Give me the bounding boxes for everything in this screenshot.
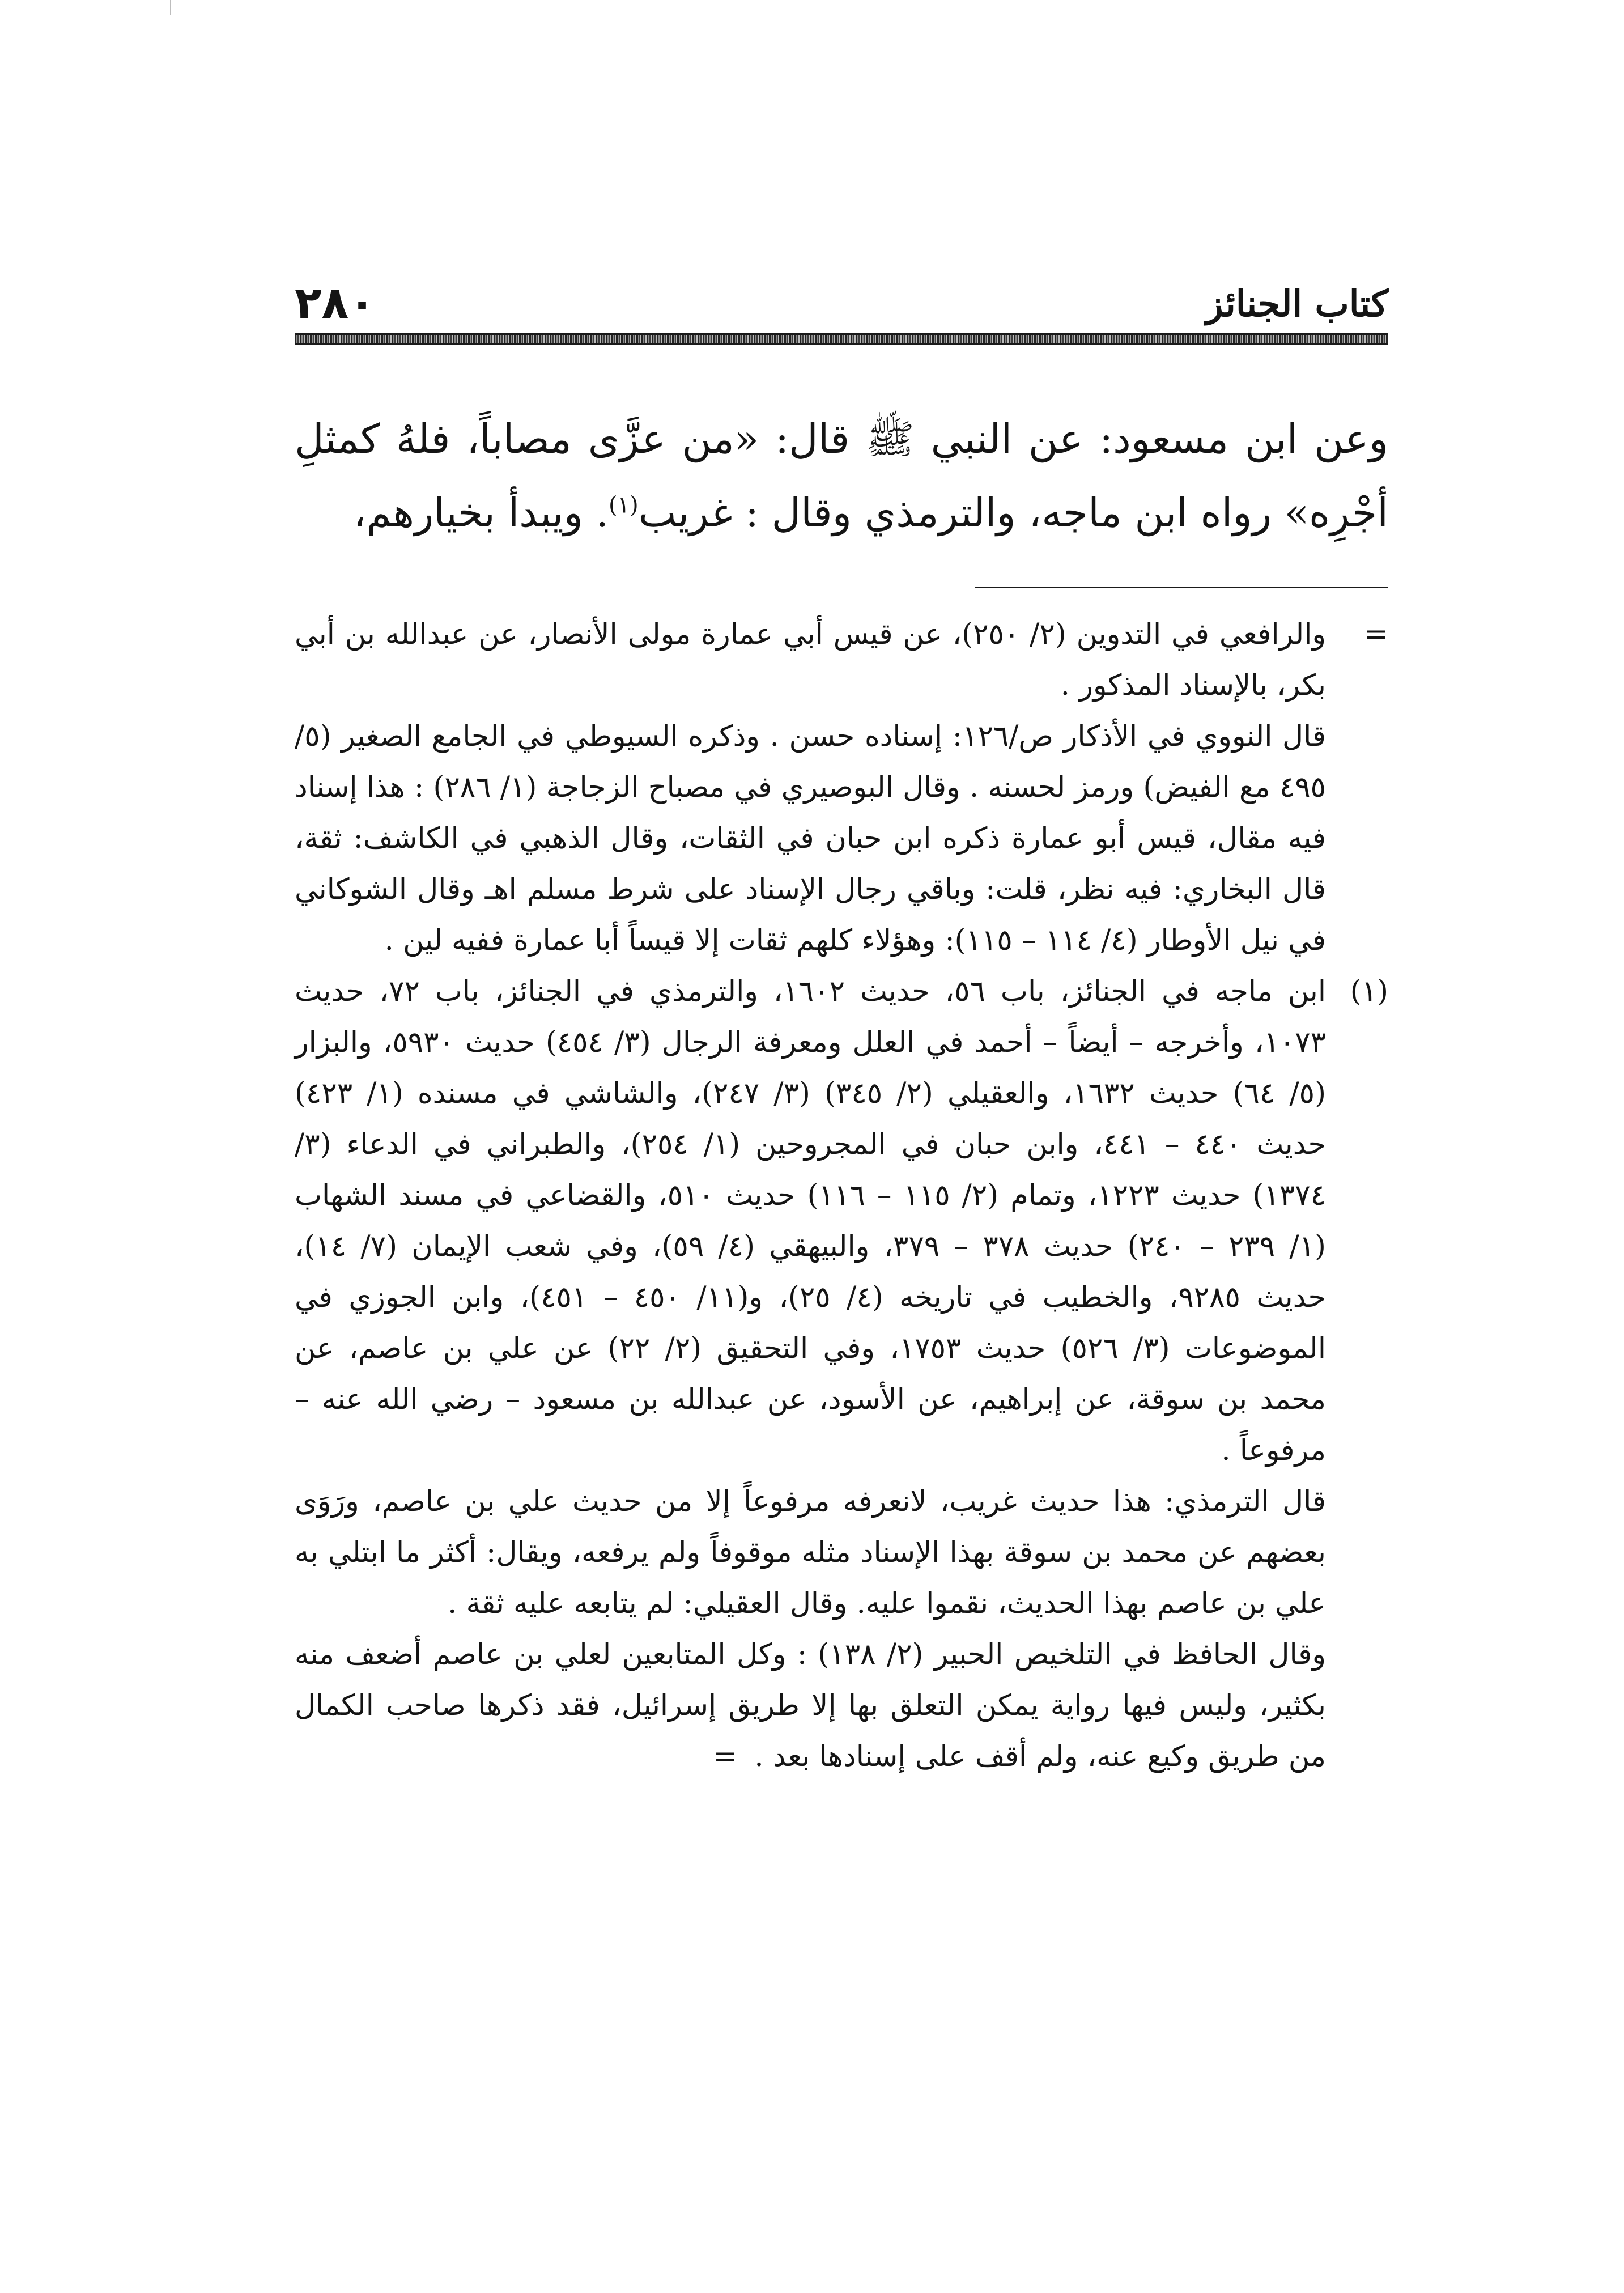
main-text-part-2: . ويبدأ بخيارهم، (353, 489, 609, 536)
footnote-continued (295, 609, 1388, 966)
main-paragraph (295, 402, 1388, 550)
footnote-separator (975, 587, 1388, 588)
running-header (295, 258, 1388, 337)
continuation-marker: = (1364, 618, 1388, 651)
footnote-paragraph: ابن ماجه في الجنائز، باب ٥٦، حديث ١٦٠٢، والترمذي في الجنائز، باب ٧٢، حديث ١٠٧٣، وأخرجه – أيضاً – أحمد في العلل ومعرفة الرجال (٣/ ٤٥٤) حديث ٥٩٣٠، والبزار (٥/ ٦٤) حديث ١٦٣٢، والعقيلي (٢/ ٣٤٥) (٣/ ٢٤٧)، والشاشي في مسنده (١/ ٤٢٣) حديث ٤٤٠ – ٤٤١، وابن حبان في المجروحين (١/ ٢٥٤)، والطبراني في الدعاء (٣/ ١٣٧٤) حديث ١٢٢٣، وتمام (٢/ ١١٥ – ١١٦) حديث ٥١٠، والقضاعي في مسند الشهاب (١/ ٢٣٩ – ٢٤٠) حديث ٣٧٨ – ٣٧٩، والبيهقي (٤/ ٥٩)، وفي شعب الإيمان (٧/ ١٤)، حديث ٩٢٨٥، والخطيب في تاريخه (٤/ ٢٥)، و(١١/ ٤٥٠ – ٤٥١)، وابن الجوزي في الموضوعات (٣/ ٥٢٦) حديث ١٧٥٣، وفي التحقيق (٢/ ٢٢) عن علي بن عاصم، عن محمد بن سوقة، عن إبراهيم، عن الأسود، عن عبدالله بن مسعود – رضي الله عنه – مرفوعاً . (295, 975, 1327, 1467)
scan-mark (170, 0, 171, 15)
footnote-1 (295, 966, 1388, 1782)
footnote-paragraph: قال النووي في الأذكار ص/١٢٦: إسناده حسن . وذكره السيوطي في الجامع الصغير (٥/ ٤٩٥ مع الفيض) ورمز لحسنه . وقال البوصيري في مصباح الزجاجة (١/ ٢٨٦) : هذا إسناد فيه مقال، قيس أبو عمارة ذكره ابن حبان في الثقات، وقال الذهبي في الكاشف: ثقة، قال البخاري: فيه نظر، قلت: وباقي رجال الإسناد على شرط مسلم اهـ وقال الشوكاني في نيل الأوطار (٤/ ١١٤ – ١١٥): وهؤلاء كلهم ثقات إلا قيساً أبا عمارة ففيه لين . (295, 720, 1327, 957)
page-number: ٢٨٠ (295, 278, 376, 329)
footnotes (295, 609, 1388, 1782)
main-text (295, 402, 1388, 550)
main-text-part-1: وعن ابن مسعود: عن النبي ﷺ قال: «من عزَّى مصاباً، فلهُ كمثلِ أجْرِه» رواه ابن ماجه، والترمذي وقال : غريب (295, 415, 1388, 536)
footnote-last-paragraph (295, 1629, 1326, 1782)
header-rule (295, 333, 1388, 345)
footnote-reference-1: (١) (609, 492, 639, 519)
continues-marker: = (713, 1740, 738, 1773)
footnote-paragraph: قال الترمذي: هذا حديث غريب، لانعرفه مرفوعاً إلا من حديث علي بن عاصم، ورَوَى بعضهم عن محمد بن سوقة بهذا الإسناد مثله موقوفاً ولم يرفعه، ويقال: أكثر ما ابتلي به علي بن عاصم بهذا الحديث، نقموا عليه. وقال العقيلي: لم يتابعه عليه ثقة . (295, 1485, 1326, 1620)
book-title: كتاب الجنائز (1205, 283, 1388, 325)
footnote-marker: (١) (1350, 975, 1388, 1008)
footnote-paragraph: والرافعي في التدوين (٢/ ٢٥٠)، عن قيس أبي عمارة مولى الأنصار، عن عبدالله بن أبي بكر، بالإسناد المذكور . (295, 618, 1327, 702)
footnote-paragraph-text: وقال الحافظ في التلخيص الحبير (٢/ ١٣٨) : وكل المتابعين لعلي بن عاصم أضعف منه بكثير، وليس فيها رواية يمكن التعلق بها إلا طريق إسرائيل، فقد ذكرها صاحب الكمال من طريق وكيع عنه، ولم أقف على إسنادها بعد . (295, 1638, 1327, 1773)
